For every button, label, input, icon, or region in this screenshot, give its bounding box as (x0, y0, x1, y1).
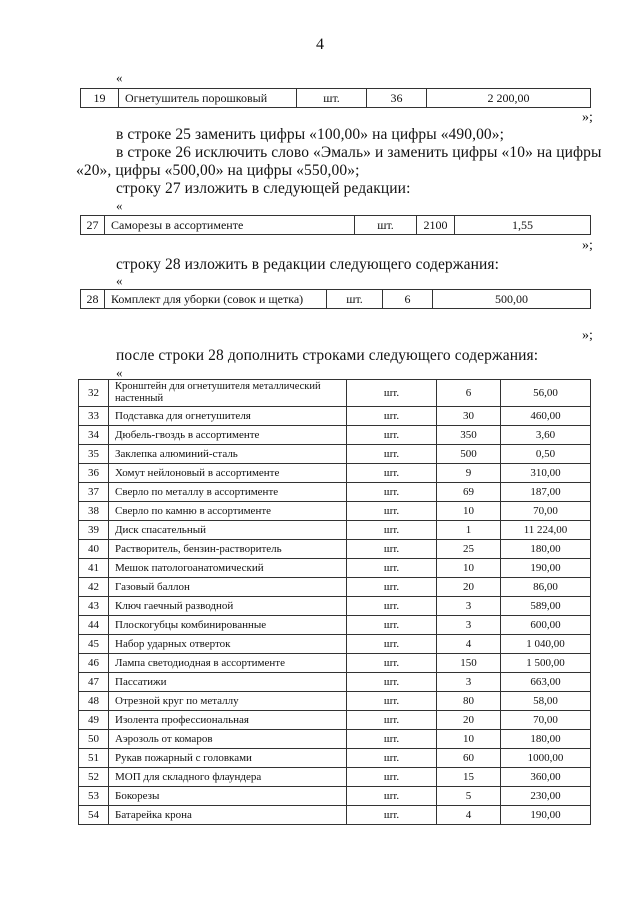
paragraph-after-row-28: после строки 28 дополнить строками следующего содержания: (116, 347, 539, 364)
item-price: 180,00 (501, 730, 591, 749)
close-quote: »; (582, 328, 593, 343)
item-quantity: 5 (437, 787, 501, 806)
item-unit: шт. (347, 380, 437, 407)
paragraph-row-28: строку 28 изложить в редакции следующего содержания: (116, 256, 499, 273)
item-quantity: 36 (367, 89, 427, 108)
item-name: Газовый баллон (109, 578, 347, 597)
row-number: 37 (79, 483, 109, 502)
row-number: 47 (79, 673, 109, 692)
item-name: Кронштейн для огнетушителя металлический настенный (109, 380, 347, 407)
item-price: 500,00 (433, 290, 591, 309)
table-row (79, 380, 591, 407)
item-unit: шт. (347, 559, 437, 578)
table-row (81, 290, 591, 309)
row-number: 38 (79, 502, 109, 521)
item-unit: шт. (347, 635, 437, 654)
item-name: Мешок патологоанатомический (109, 559, 347, 578)
item-price: 190,00 (501, 559, 591, 578)
item-name: Комплект для уборки (совок и щетка) (105, 290, 327, 309)
page-number: 4 (316, 36, 324, 53)
item-quantity: 350 (437, 426, 501, 445)
row-number: 41 (79, 559, 109, 578)
item-quantity: 3 (437, 597, 501, 616)
table-row (79, 730, 591, 749)
item-name: Пассатижи (109, 673, 347, 692)
row-number: 49 (79, 711, 109, 730)
row-number: 44 (79, 616, 109, 635)
row-number: 33 (79, 407, 109, 426)
replacement-table-19 (80, 88, 591, 108)
table-row (79, 426, 591, 445)
close-quote: »; (582, 238, 593, 253)
item-price: 1 500,00 (501, 654, 591, 673)
row-number: 39 (79, 521, 109, 540)
item-name: Саморезы в ассортименте (105, 216, 355, 235)
row-number: 28 (81, 290, 105, 309)
item-price: 11 224,00 (501, 521, 591, 540)
item-price: 190,00 (501, 806, 591, 825)
item-unit: шт. (347, 445, 437, 464)
item-price: 56,00 (501, 380, 591, 407)
item-price: 0,50 (501, 445, 591, 464)
item-price: 600,00 (501, 616, 591, 635)
item-quantity: 1 (437, 521, 501, 540)
row-number: 43 (79, 597, 109, 616)
item-quantity: 6 (383, 290, 433, 309)
open-quote: « (116, 198, 123, 213)
item-quantity: 3 (437, 673, 501, 692)
item-name: Отрезной круг по металлу (109, 692, 347, 711)
item-unit: шт. (347, 407, 437, 426)
row-number: 19 (81, 89, 119, 108)
item-unit: шт. (347, 692, 437, 711)
item-unit: шт. (347, 597, 437, 616)
table-row (79, 407, 591, 426)
item-quantity: 60 (437, 749, 501, 768)
item-price: 460,00 (501, 407, 591, 426)
row-number: 53 (79, 787, 109, 806)
item-price: 589,00 (501, 597, 591, 616)
item-quantity: 80 (437, 692, 501, 711)
close-quote: »; (582, 110, 593, 125)
item-quantity: 3 (437, 616, 501, 635)
item-quantity: 2100 (417, 216, 455, 235)
row-number: 50 (79, 730, 109, 749)
item-name: Заклепка алюминий-сталь (109, 445, 347, 464)
item-price: 230,00 (501, 787, 591, 806)
row-number: 48 (79, 692, 109, 711)
item-name: Огнетушитель порошковый (119, 89, 297, 108)
added-rows-table (78, 379, 591, 825)
item-unit: шт. (347, 654, 437, 673)
paragraph-row-27: строку 27 изложить в следующей редакции: (116, 180, 411, 197)
item-price: 310,00 (501, 464, 591, 483)
table-row (79, 749, 591, 768)
item-quantity: 9 (437, 464, 501, 483)
item-price: 1,55 (455, 216, 591, 235)
item-unit: шт. (347, 730, 437, 749)
item-unit: шт. (347, 768, 437, 787)
table-row (79, 559, 591, 578)
table-row (79, 673, 591, 692)
row-number: 35 (79, 445, 109, 464)
item-quantity: 4 (437, 806, 501, 825)
item-name: Лампа светодиодная в ассортименте (109, 654, 347, 673)
row-number: 32 (79, 380, 109, 407)
item-quantity: 10 (437, 730, 501, 749)
item-name: Батарейка крона (109, 806, 347, 825)
table-row (79, 578, 591, 597)
table-row (81, 89, 591, 108)
row-number: 27 (81, 216, 105, 235)
row-number: 46 (79, 654, 109, 673)
item-name: Аэрозоль от комаров (109, 730, 347, 749)
item-name: Ключ гаечный разводной (109, 597, 347, 616)
paragraph-row-26: в строке 26 исключить слово «Эмаль» и заменить цифры «10» на цифры (116, 144, 602, 161)
item-unit: шт. (327, 290, 383, 309)
item-unit: шт. (297, 89, 367, 108)
paragraph-row-26-cont: «20», цифры «500,00» на цифры «550,00»; (76, 162, 360, 179)
item-name: Диск спасательный (109, 521, 347, 540)
item-price: 1000,00 (501, 749, 591, 768)
table-row (79, 768, 591, 787)
table-row (79, 502, 591, 521)
item-price: 663,00 (501, 673, 591, 692)
table-row (79, 521, 591, 540)
table-row (79, 540, 591, 559)
item-price: 58,00 (501, 692, 591, 711)
item-quantity: 20 (437, 711, 501, 730)
item-unit: шт. (347, 749, 437, 768)
table-row (79, 616, 591, 635)
table-row (79, 635, 591, 654)
row-number: 42 (79, 578, 109, 597)
item-name: Хомут нейлоновый в ассортименте (109, 464, 347, 483)
row-number: 40 (79, 540, 109, 559)
paragraph-row-25: в строке 25 заменить цифры «100,00» на цифры «490,00»; (116, 126, 505, 143)
item-price: 360,00 (501, 768, 591, 787)
row-number: 36 (79, 464, 109, 483)
item-unit: шт. (347, 616, 437, 635)
item-name: Бокорезы (109, 787, 347, 806)
row-number: 34 (79, 426, 109, 445)
item-price: 2 200,00 (427, 89, 591, 108)
table-row (81, 216, 591, 235)
item-quantity: 30 (437, 407, 501, 426)
table-row (79, 711, 591, 730)
item-name: МОП для складного флаундера (109, 768, 347, 787)
item-quantity: 10 (437, 559, 501, 578)
item-unit: шт. (347, 540, 437, 559)
item-name: Изолента профессиональная (109, 711, 347, 730)
item-quantity: 20 (437, 578, 501, 597)
replacement-table-28 (80, 289, 591, 309)
item-quantity: 69 (437, 483, 501, 502)
table-row (79, 787, 591, 806)
item-unit: шт. (347, 426, 437, 445)
table-row (79, 692, 591, 711)
row-number: 51 (79, 749, 109, 768)
item-price: 1 040,00 (501, 635, 591, 654)
row-number: 52 (79, 768, 109, 787)
item-price: 86,00 (501, 578, 591, 597)
item-name: Дюбель-гвоздь в ассортименте (109, 426, 347, 445)
table-row (79, 483, 591, 502)
open-quote: « (116, 365, 123, 380)
item-quantity: 4 (437, 635, 501, 654)
item-price: 3,60 (501, 426, 591, 445)
open-quote: « (116, 273, 123, 288)
item-unit: шт. (347, 483, 437, 502)
table-row (79, 445, 591, 464)
item-quantity: 15 (437, 768, 501, 787)
item-unit: шт. (347, 521, 437, 540)
item-name: Набор ударных отверток (109, 635, 347, 654)
row-number: 54 (79, 806, 109, 825)
item-unit: шт. (355, 216, 417, 235)
item-name: Сверло по камню в ассортименте (109, 502, 347, 521)
replacement-table-27 (80, 215, 591, 235)
item-price: 70,00 (501, 711, 591, 730)
item-name: Плоскогубцы комбинированные (109, 616, 347, 635)
open-quote: « (116, 70, 123, 85)
item-unit: шт. (347, 806, 437, 825)
item-name: Растворитель, бензин-растворитель (109, 540, 347, 559)
table-row (79, 654, 591, 673)
item-name: Подставка для огнетушителя (109, 407, 347, 426)
item-price: 70,00 (501, 502, 591, 521)
item-price: 187,00 (501, 483, 591, 502)
item-quantity: 10 (437, 502, 501, 521)
item-quantity: 150 (437, 654, 501, 673)
table-row (79, 806, 591, 825)
item-quantity: 25 (437, 540, 501, 559)
table-row (79, 464, 591, 483)
item-quantity: 500 (437, 445, 501, 464)
item-unit: шт. (347, 711, 437, 730)
item-unit: шт. (347, 464, 437, 483)
item-price: 180,00 (501, 540, 591, 559)
item-unit: шт. (347, 673, 437, 692)
item-unit: шт. (347, 502, 437, 521)
item-unit: шт. (347, 578, 437, 597)
item-unit: шт. (347, 787, 437, 806)
row-number: 45 (79, 635, 109, 654)
item-name: Сверло по металлу в ассортименте (109, 483, 347, 502)
table-row (79, 597, 591, 616)
item-quantity: 6 (437, 380, 501, 407)
item-name: Рукав пожарный с головками (109, 749, 347, 768)
